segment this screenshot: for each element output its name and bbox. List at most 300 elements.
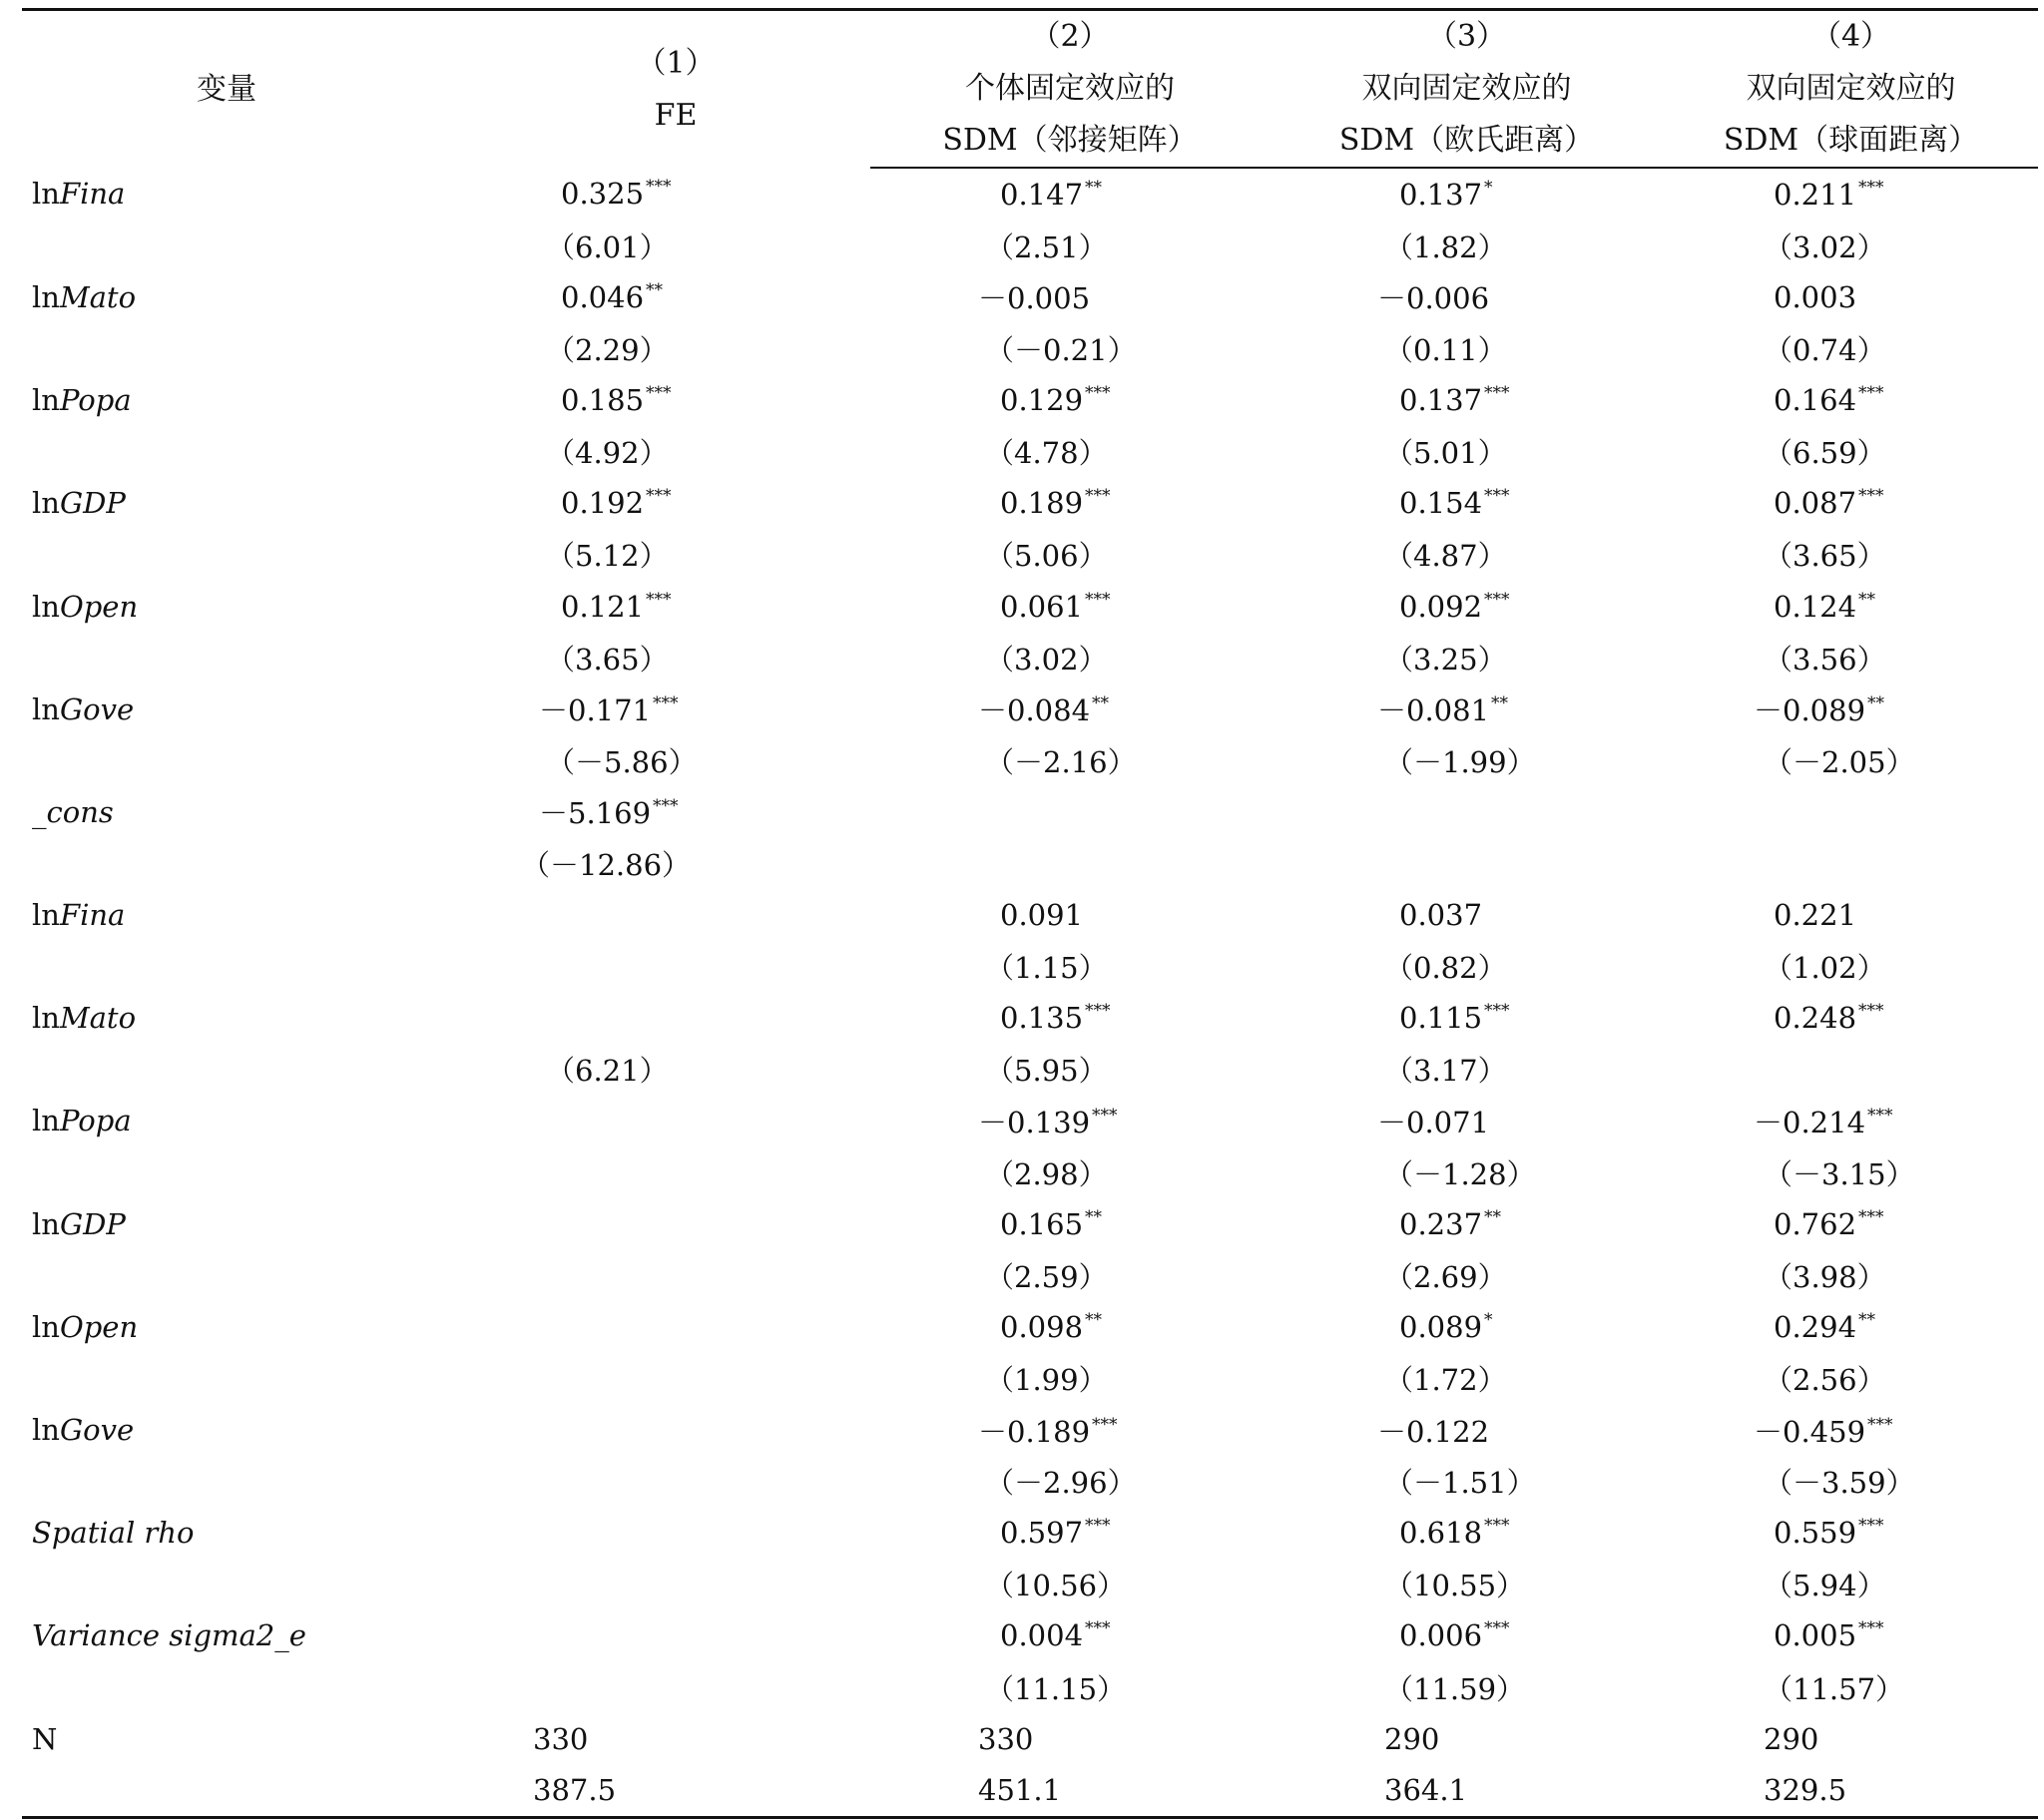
variable-name: Open — [59, 589, 139, 624]
variable-name: Spatial rho — [32, 1516, 195, 1551]
coefficient-value: －0.189 — [978, 1414, 1091, 1449]
coefficient-value: 0.137 — [1399, 383, 1483, 418]
value-cell-col3 — [1270, 941, 1664, 993]
coefficient-value: （2.98） — [985, 1156, 1108, 1191]
value-cell-col1 — [481, 1507, 870, 1559]
variable-prefix: ln — [32, 1206, 60, 1241]
coefficient-value: 0.237 — [1399, 1206, 1483, 1241]
value-cell-col1 — [481, 683, 870, 735]
coefficient-value: 0.061 — [1000, 589, 1084, 624]
value-cell-col4 — [1664, 1764, 2038, 1817]
value-cell-col2 — [870, 1198, 1270, 1250]
value-cell-col2 — [870, 1507, 1270, 1559]
regression-table — [22, 8, 2038, 1819]
value-cell-col4 — [1664, 1610, 2038, 1662]
coefficient-value: （－1.51） — [1384, 1466, 1536, 1501]
value-cell-col2 — [870, 323, 1270, 375]
value-cell-col3 — [1270, 1507, 1664, 1559]
variable-name: Fina — [59, 898, 126, 933]
coefficient-value: （6.59） — [1764, 436, 1886, 471]
coefficient-value: （1.72） — [1384, 1362, 1507, 1397]
significance-stars: *** — [1484, 589, 1510, 610]
coefficient-value: 0.137 — [1399, 177, 1483, 212]
variable-cell — [22, 426, 481, 478]
table-row — [22, 1301, 2038, 1353]
coefficient-value: 0.003 — [1774, 279, 1857, 314]
coefficient-value: （－12.86） — [521, 848, 692, 883]
value-cell-col4 — [1664, 271, 2038, 323]
header-col2-number: （2） — [870, 10, 1270, 64]
value-cell-col2 — [870, 683, 1270, 735]
significance-stars: *** — [1085, 589, 1111, 610]
coefficient-value: 0.091 — [1000, 898, 1084, 933]
value-cell-col2 — [870, 168, 1270, 221]
header-col4-number: （4） — [1664, 10, 2038, 64]
coefficient-value: （5.06） — [985, 539, 1108, 574]
coefficient-value: 387.5 — [533, 1773, 617, 1808]
value-cell-col4 — [1664, 1456, 2038, 1508]
coefficient-value: 0.087 — [1774, 486, 1857, 521]
coefficient-value: －0.122 — [1377, 1414, 1490, 1449]
variable-name: Gove — [59, 691, 135, 726]
coefficient-value: （10.56） — [985, 1569, 1127, 1603]
value-cell-col2 — [870, 786, 1270, 838]
coefficient-value: （2.69） — [1384, 1259, 1507, 1294]
value-cell-col2 — [870, 632, 1270, 683]
variable-cell — [22, 1661, 481, 1713]
significance-stars: *** — [1867, 1414, 1893, 1435]
value-cell-col1 — [481, 1096, 870, 1147]
variable-cell — [22, 581, 481, 633]
value-cell-col4 — [1664, 1249, 2038, 1301]
coefficient-value: （－1.28） — [1384, 1156, 1536, 1191]
significance-stars: *** — [646, 383, 672, 404]
significance-stars: *** — [1484, 1516, 1510, 1537]
significance-stars: *** — [1858, 1618, 1884, 1639]
value-cell-col4 — [1664, 1146, 2038, 1198]
variable-cell — [22, 1249, 481, 1301]
coefficient-value: 0.164 — [1774, 383, 1857, 418]
value-cell-col3 — [1270, 838, 1664, 890]
table-row — [22, 1096, 2038, 1147]
value-cell-col4 — [1664, 168, 2038, 221]
value-cell-col2 — [870, 374, 1270, 426]
value-cell-col4 — [1664, 529, 2038, 581]
variable-cell — [22, 168, 481, 221]
significance-stars: *** — [1858, 177, 1884, 198]
coefficient-value: （2.51） — [985, 229, 1108, 264]
value-cell-col3 — [1270, 271, 1664, 323]
variable-cell — [22, 889, 481, 941]
value-cell-col2 — [870, 581, 1270, 633]
header-col1-label: FE — [654, 97, 698, 133]
coefficient-value: （4.92） — [546, 436, 669, 471]
value-cell-col3 — [1270, 529, 1664, 581]
variable-name: Variance sigma2_e — [32, 1618, 306, 1653]
value-cell-col3 — [1270, 1096, 1664, 1147]
table-row — [22, 1456, 2038, 1508]
value-cell-col1 — [481, 1146, 870, 1198]
value-cell-col3 — [1270, 993, 1664, 1045]
variable-cell — [22, 1353, 481, 1405]
significance-stars: *** — [653, 693, 679, 714]
value-cell-col1 — [481, 529, 870, 581]
table-row — [22, 838, 2038, 890]
coefficient-value: （3.65） — [1764, 539, 1886, 574]
value-cell-col2 — [870, 993, 1270, 1045]
variable-prefix: ln — [32, 898, 60, 933]
value-cell-col4 — [1664, 374, 2038, 426]
value-cell-col1 — [481, 323, 870, 375]
value-cell-col1 — [481, 941, 870, 993]
coefficient-value: 0.121 — [561, 589, 645, 624]
coefficient-value: 0.147 — [1000, 177, 1084, 212]
value-cell-col3 — [1270, 889, 1664, 941]
variable-cell — [22, 786, 481, 838]
variable-cell — [22, 1610, 481, 1662]
coefficient-value: （11.57） — [1764, 1671, 1905, 1706]
coefficient-value: －0.214 — [1754, 1105, 1866, 1139]
value-cell-col4 — [1664, 581, 2038, 633]
coefficient-value: （3.56） — [1764, 642, 1886, 677]
coefficient-value: 0.129 — [1000, 383, 1084, 418]
coefficient-value: （5.01） — [1384, 436, 1507, 471]
table-row — [22, 168, 2038, 221]
table-row — [22, 993, 2038, 1045]
variable-cell — [22, 374, 481, 426]
variable-cell — [22, 941, 481, 993]
coefficient-value: （－3.59） — [1764, 1466, 1915, 1501]
coefficient-value: 0.005 — [1774, 1618, 1857, 1653]
value-cell-col1 — [481, 1764, 870, 1817]
coefficient-value: （1.02） — [1764, 951, 1886, 986]
value-cell-col1 — [481, 786, 870, 838]
coefficient-value: （6.01） — [546, 229, 669, 264]
coefficient-value: 0.618 — [1399, 1516, 1483, 1551]
value-cell-col4 — [1664, 889, 2038, 941]
value-cell-col1 — [481, 1198, 870, 1250]
value-cell-col1 — [481, 1610, 870, 1662]
value-cell-col4 — [1664, 993, 2038, 1045]
value-cell-col4 — [1664, 478, 2038, 530]
value-cell-col2 — [870, 735, 1270, 787]
variable-cell — [22, 1456, 481, 1508]
value-cell-col2 — [870, 1404, 1270, 1456]
value-cell-col2 — [870, 1353, 1270, 1405]
value-cell-col2 — [870, 1661, 1270, 1713]
significance-stars: ** — [1092, 693, 1110, 714]
value-cell-col3 — [1270, 1249, 1664, 1301]
value-cell-col4 — [1664, 1507, 2038, 1559]
variable-cell — [22, 1301, 481, 1353]
value-cell-col3 — [1270, 786, 1664, 838]
table-row — [22, 1713, 2038, 1765]
value-cell-col1 — [481, 1661, 870, 1713]
value-cell-col4 — [1664, 1353, 2038, 1405]
value-cell-col1 — [481, 1353, 870, 1405]
value-cell-col4 — [1664, 1713, 2038, 1765]
table-row — [22, 1610, 2038, 1662]
significance-stars: ** — [1867, 693, 1885, 714]
value-cell-col2 — [870, 221, 1270, 272]
variable-prefix: ln — [32, 1309, 60, 1344]
significance-stars: *** — [646, 589, 672, 610]
variable-prefix: ln — [32, 1413, 60, 1448]
value-cell-col2 — [870, 941, 1270, 993]
table-row — [22, 478, 2038, 530]
coefficient-value: 0.192 — [561, 486, 645, 521]
table-row — [22, 1044, 2038, 1096]
value-cell-col2 — [870, 1610, 1270, 1662]
table-row — [22, 735, 2038, 787]
significance-stars: *** — [1085, 1618, 1111, 1639]
coefficient-value: （2.29） — [546, 333, 669, 368]
significance-stars: ** — [1484, 1206, 1502, 1227]
value-cell-col2 — [870, 1146, 1270, 1198]
value-cell-col3 — [1270, 1559, 1664, 1610]
coefficient-value: －0.089 — [1754, 693, 1866, 728]
value-cell-col1 — [481, 632, 870, 683]
value-cell-col3 — [1270, 1610, 1664, 1662]
value-cell-col4 — [1664, 1301, 2038, 1353]
coefficient-value: 330 — [978, 1721, 1034, 1756]
coefficient-value: （1.82） — [1384, 229, 1507, 264]
variable-prefix: ln — [32, 1001, 60, 1036]
coefficient-value: 0.098 — [1000, 1309, 1084, 1344]
table-row — [22, 1198, 2038, 1250]
value-cell-col1 — [481, 271, 870, 323]
table-row — [22, 1404, 2038, 1456]
value-cell-col1 — [481, 889, 870, 941]
coefficient-value: （3.25） — [1384, 642, 1507, 677]
coefficient-value: （11.15） — [985, 1671, 1127, 1706]
coefficient-value: （－2.16） — [985, 744, 1137, 779]
significance-stars: *** — [1085, 1516, 1111, 1537]
value-cell-col2 — [870, 889, 1270, 941]
coefficient-value: 0.762 — [1774, 1206, 1857, 1241]
coefficient-value: （3.02） — [985, 642, 1108, 677]
value-cell-col3 — [1270, 168, 1664, 221]
coefficient-value: （5.94） — [1764, 1569, 1886, 1603]
coefficient-value: 0.124 — [1774, 589, 1857, 624]
table-row — [22, 1764, 2038, 1817]
value-cell-col2 — [870, 529, 1270, 581]
value-cell-col1 — [481, 221, 870, 272]
variable-prefix: N — [32, 1721, 58, 1756]
header-col2-line2: SDM（邻接矩阵） — [870, 115, 1270, 168]
variable-cell — [22, 993, 481, 1045]
variable-cell — [22, 478, 481, 530]
coefficient-value: 0.037 — [1399, 898, 1483, 933]
value-cell-col2 — [870, 838, 1270, 890]
coefficient-value: 0.248 — [1774, 1001, 1857, 1036]
coefficient-value: －0.005 — [978, 281, 1091, 316]
significance-stars: *** — [1484, 383, 1510, 404]
value-cell-col3 — [1270, 1301, 1664, 1353]
value-cell-col4 — [1664, 1661, 2038, 1713]
coefficient-value: 0.221 — [1774, 898, 1857, 933]
table-body — [22, 168, 2038, 1818]
coefficient-value: （4.78） — [985, 436, 1108, 471]
coefficient-value: （－2.05） — [1764, 744, 1915, 779]
table-row — [22, 1146, 2038, 1198]
value-cell-col4 — [1664, 1096, 2038, 1147]
header-col3-line2: SDM（欧氏距离） — [1270, 115, 1664, 168]
value-cell-col3 — [1270, 735, 1664, 787]
table-row — [22, 581, 2038, 633]
coefficient-value: 451.1 — [978, 1773, 1062, 1808]
coefficient-value: 329.5 — [1764, 1773, 1847, 1808]
table-row — [22, 1353, 2038, 1405]
variable-name: Gove — [59, 1413, 135, 1448]
coefficient-value: 0.004 — [1000, 1618, 1084, 1653]
coefficient-value: （3.65） — [546, 642, 669, 677]
coefficient-value: 0.154 — [1399, 486, 1483, 521]
value-cell-col2 — [870, 1301, 1270, 1353]
table-row — [22, 786, 2038, 838]
value-cell-col3 — [1270, 1713, 1664, 1765]
significance-stars: *** — [1858, 383, 1884, 404]
coefficient-value: （1.99） — [985, 1362, 1108, 1397]
significance-stars: *** — [653, 796, 679, 817]
variable-name: GDP — [59, 1206, 126, 1241]
table-row — [22, 889, 2038, 941]
coefficient-value: －0.139 — [978, 1105, 1091, 1139]
coefficient-value: （－5.86） — [546, 744, 698, 779]
significance-stars: ** — [1085, 177, 1103, 198]
value-cell-col2 — [870, 478, 1270, 530]
variable-cell — [22, 1096, 481, 1147]
value-cell-col1 — [481, 1301, 870, 1353]
coefficient-value: （5.12） — [546, 539, 669, 574]
value-cell-col2 — [870, 271, 1270, 323]
header-col3-number: （3） — [1270, 10, 1664, 64]
significance-stars: * — [1484, 1309, 1493, 1330]
variable-cell — [22, 1198, 481, 1250]
variable-cell — [22, 1559, 481, 1610]
coefficient-value: 0.294 — [1774, 1309, 1857, 1344]
coefficient-value: 0.089 — [1399, 1309, 1483, 1344]
coefficient-value: （－2.96） — [985, 1466, 1137, 1501]
variable-prefix: ln — [32, 691, 60, 726]
significance-stars: * — [1484, 177, 1493, 198]
significance-stars: *** — [1092, 1105, 1118, 1126]
header-col2-line1: 个体固定效应的 — [965, 71, 1175, 106]
value-cell-col3 — [1270, 632, 1664, 683]
coefficient-value: （3.98） — [1764, 1259, 1886, 1294]
coefficient-value: （3.17） — [1384, 1054, 1507, 1089]
significance-stars: *** — [1867, 1105, 1893, 1126]
variable-cell — [22, 323, 481, 375]
value-cell-col1 — [481, 1044, 870, 1096]
table-row — [22, 1559, 2038, 1610]
value-cell-col4 — [1664, 786, 2038, 838]
significance-stars: *** — [1085, 383, 1111, 404]
coefficient-value: 0.165 — [1000, 1206, 1084, 1241]
value-cell-col1 — [481, 1713, 870, 1765]
value-cell-col2 — [870, 1096, 1270, 1147]
value-cell-col1 — [481, 1559, 870, 1610]
variable-cell — [22, 1404, 481, 1456]
variable-name: Mato — [59, 279, 137, 314]
significance-stars: *** — [1858, 486, 1884, 507]
value-cell-col3 — [1270, 426, 1664, 478]
value-cell-col3 — [1270, 1146, 1664, 1198]
variable-name: Popa — [59, 1104, 132, 1138]
coefficient-value: －0.006 — [1377, 281, 1490, 316]
significance-stars: *** — [1085, 486, 1111, 507]
coefficient-value: （0.11） — [1384, 333, 1507, 368]
header-col4-line1: 双向固定效应的 — [1746, 71, 1956, 106]
significance-stars: ** — [1085, 1206, 1103, 1227]
coefficient-value: 0.189 — [1000, 486, 1084, 521]
value-cell-col4 — [1664, 683, 2038, 735]
coefficient-value: 0.115 — [1399, 1001, 1483, 1036]
variable-prefix: ln — [32, 486, 60, 521]
variable-name: Mato — [59, 1001, 137, 1036]
value-cell-col1 — [481, 1456, 870, 1508]
coefficient-value: 0.597 — [1000, 1516, 1084, 1551]
coefficient-value: 330 — [533, 1721, 589, 1756]
value-cell-col1 — [481, 1249, 870, 1301]
value-cell-col3 — [1270, 1044, 1664, 1096]
significance-stars: ** — [1491, 693, 1509, 714]
significance-stars: *** — [1484, 1618, 1510, 1639]
table-row — [22, 1249, 2038, 1301]
coefficient-value: 0.211 — [1774, 177, 1857, 212]
value-cell-col4 — [1664, 838, 2038, 890]
coefficient-value: （0.74） — [1764, 333, 1886, 368]
value-cell-col1 — [481, 993, 870, 1045]
significance-stars: *** — [646, 486, 672, 507]
value-cell-col4 — [1664, 1404, 2038, 1456]
value-cell-col4 — [1664, 221, 2038, 272]
coefficient-value: 0.325 — [561, 177, 645, 212]
value-cell-col3 — [1270, 323, 1664, 375]
coefficient-value: 0.006 — [1399, 1618, 1483, 1653]
coefficient-value: 0.092 — [1399, 589, 1483, 624]
value-cell-col4 — [1664, 941, 2038, 993]
header-variable — [22, 10, 481, 169]
coefficient-value: （5.95） — [985, 1054, 1108, 1089]
value-cell-col4 — [1664, 1198, 2038, 1250]
coefficient-value: －0.071 — [1377, 1105, 1490, 1139]
coefficient-value: 290 — [1764, 1721, 1819, 1756]
value-cell-col2 — [870, 1044, 1270, 1096]
table-row — [22, 323, 2038, 375]
variable-cell — [22, 271, 481, 323]
significance-stars: *** — [646, 177, 672, 198]
coefficient-value: （3.02） — [1764, 229, 1886, 264]
significance-stars: *** — [1484, 486, 1510, 507]
significance-stars: *** — [1484, 1001, 1510, 1022]
value-cell-col3 — [1270, 1764, 1664, 1817]
significance-stars: *** — [1858, 1516, 1884, 1537]
variable-cell — [22, 735, 481, 787]
variable-name: Popa — [59, 383, 132, 418]
variable-prefix: ln — [32, 383, 60, 418]
value-cell-col1 — [481, 581, 870, 633]
value-cell-col4 — [1664, 323, 2038, 375]
coefficient-value: 364.1 — [1384, 1773, 1468, 1808]
value-cell-col2 — [870, 1456, 1270, 1508]
table-row — [22, 221, 2038, 272]
value-cell-col2 — [870, 1713, 1270, 1765]
coefficient-value: （6.21） — [546, 1054, 669, 1089]
variable-cell — [22, 1764, 481, 1817]
variable-name: Open — [59, 1309, 139, 1344]
table-row — [22, 1507, 2038, 1559]
